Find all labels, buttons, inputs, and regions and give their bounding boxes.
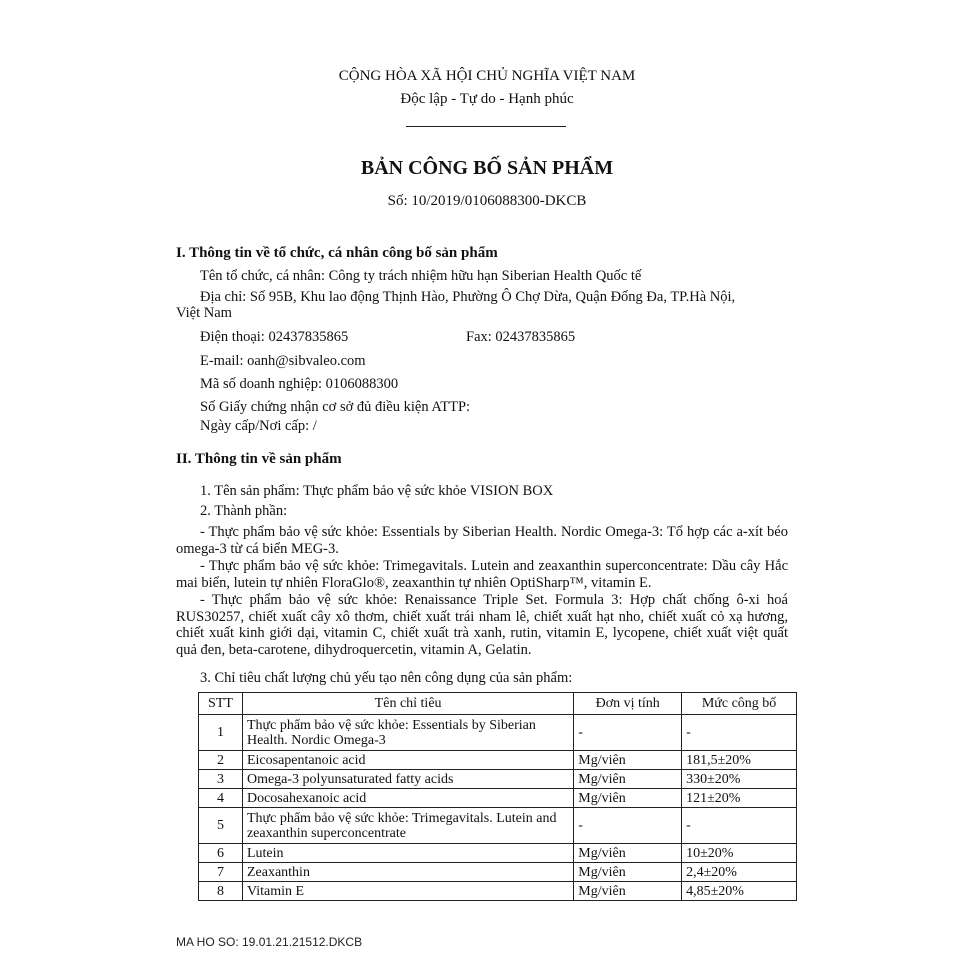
- table-row: [199, 751, 797, 770]
- table-header-row: [199, 693, 797, 715]
- cell-value: 10±20%: [682, 844, 797, 863]
- cell-value: 4,85±20%: [682, 882, 797, 901]
- table-row: [199, 863, 797, 882]
- header-value: Mức công bố: [682, 693, 797, 715]
- country-header: CỘNG HÒA XÃ HỘI CHỦ NGHĨA VIỆT NAM: [338, 68, 636, 84]
- cell-name: Vitamin E: [242, 882, 573, 901]
- cell-value: 330±20%: [682, 770, 797, 789]
- ingredient-2: [176, 558, 788, 591]
- cell-stt: 7: [199, 863, 243, 882]
- ingredient-1: [176, 524, 788, 557]
- cell-unit: Mg/viên: [574, 844, 682, 863]
- cell-value: 2,4±20%: [682, 863, 797, 882]
- cell-unit: Mg/viên: [574, 789, 682, 808]
- cell-unit: -: [574, 808, 682, 844]
- header-name: Tên chỉ tiêu: [242, 693, 573, 715]
- cell-value: -: [682, 808, 797, 844]
- quality-label: 3. Chỉ tiêu chất lượng chủ yếu tạo nên công dụng của sản phẩm:: [200, 670, 573, 686]
- issue-info: Ngày cấp/Nơi cấp: /: [200, 418, 317, 434]
- dossier-code: MA HO SO: 19.01.21.21512.DKCB: [176, 935, 363, 949]
- ingredient-3-text: - Thực phẩm bảo vệ sức khỏe: Renaissance Triple Set. Formula 3: Hợp chất chống ô-xi hoá RUS30257, chiết xuất cây xô thơm, chiết xuất trái nham lê, chiết xuất hạt nho, chiết xuất cỏ xạ hương, chiết xuất kinh giới dại, vitamin C, chiết xuất trà xanh, rutin, vitamin E, lycopene, chiết xuất việt quất quả đen, beta-carotene, dihydroquercetin, vitamin A, Gelatin.: [176, 592, 788, 658]
- phone: Điện thoại: 02437835865: [200, 329, 349, 345]
- cell-name: Zeaxanthin: [242, 863, 573, 882]
- email: E-mail: oanh@sibvaleo.com: [200, 353, 366, 369]
- food-safety-cert: Số Giấy chứng nhận cơ sở đủ điều kiện ATTP:: [200, 399, 471, 415]
- page-title: BẢN CÔNG BỐ SẢN PHẨM: [360, 157, 614, 179]
- motto: Độc lập - Tự do - Hạnh phúc: [400, 91, 574, 107]
- ingredient-2-text: - Thực phẩm bảo vệ sức khỏe: Trimegavitals. Lutein and zeaxanthin superconcentrate: Dầu cây Hắc mai biển, lutein tự nhiên FloraGlo®, zeaxanthin tự nhiên OptiSharp™, vitamin E.: [176, 558, 788, 591]
- cell-stt: 2: [199, 751, 243, 770]
- document-number: Số: 10/2019/0106088300-DKCB: [387, 193, 587, 209]
- header-divider: [406, 126, 566, 127]
- quality-table: [198, 692, 797, 901]
- product-name: 1. Tên sản phẩm: Thực phẩm bảo vệ sức khỏe VISION BOX: [200, 483, 554, 499]
- cell-unit: Mg/viên: [574, 751, 682, 770]
- cell-unit: Mg/viên: [574, 882, 682, 901]
- cell-stt: 3: [199, 770, 243, 789]
- cell-stt: 8: [199, 882, 243, 901]
- cell-unit: -: [574, 715, 682, 751]
- ingredient-1-text: - Thực phẩm bảo vệ sức khỏe: Essentials by Siberian Health. Nordic Omega-3: Tổ hợp các a-xít béo omega-3 từ cá biển MEG-3.: [176, 524, 788, 557]
- section1-heading: I. Thông tin về tổ chức, cá nhân công bố sản phẩm: [176, 245, 498, 261]
- header-stt: STT: [199, 693, 243, 715]
- tax-code: Mã số doanh nghiệp: 0106088300: [200, 376, 399, 392]
- cell-unit: Mg/viên: [574, 863, 682, 882]
- cell-name: Lutein: [242, 844, 573, 863]
- cell-stt: 6: [199, 844, 243, 863]
- address-line2: Việt Nam: [176, 305, 232, 321]
- table-row: [199, 844, 797, 863]
- cell-value: 181,5±20%: [682, 751, 797, 770]
- table-row: [199, 808, 797, 844]
- ingredient-3: [176, 592, 788, 658]
- cell-name: Omega-3 polyunsaturated fatty acids: [242, 770, 573, 789]
- cell-name: Docosahexanoic acid: [242, 789, 573, 808]
- address-line1: Địa chỉ: Số 95B, Khu lao động Thịnh Hào, Phường Ô Chợ Dừa, Quận Đống Đa, TP.Hà Nội,: [200, 289, 736, 305]
- cell-unit: Mg/viên: [574, 770, 682, 789]
- table-row: [199, 770, 797, 789]
- section2-heading: II. Thông tin về sản phẩm: [176, 451, 342, 467]
- cell-name: Thực phẩm bảo vệ sức khỏe: Essentials by Siberian Health. Nordic Omega-3: [242, 715, 573, 751]
- ingredients-label: 2. Thành phần:: [200, 503, 288, 519]
- table-row: [199, 715, 797, 751]
- cell-value: 121±20%: [682, 789, 797, 808]
- table-row: [199, 789, 797, 808]
- cell-stt: 1: [199, 715, 243, 751]
- cell-value: -: [682, 715, 797, 751]
- table-row: [199, 882, 797, 901]
- cell-name: Thực phẩm bảo vệ sức khỏe: Trimegavitals. Lutein and zeaxanthin superconcentrate: [242, 808, 573, 844]
- header-unit: Đơn vị tính: [574, 693, 682, 715]
- cell-stt: 5: [199, 808, 243, 844]
- fax: Fax: 02437835865: [466, 329, 576, 345]
- cell-stt: 4: [199, 789, 243, 808]
- cell-name: Eicosapentanoic acid: [242, 751, 573, 770]
- org-name: Tên tổ chức, cá nhân: Công ty trách nhiệm hữu hạn Siberian Health Quốc tế: [200, 268, 642, 284]
